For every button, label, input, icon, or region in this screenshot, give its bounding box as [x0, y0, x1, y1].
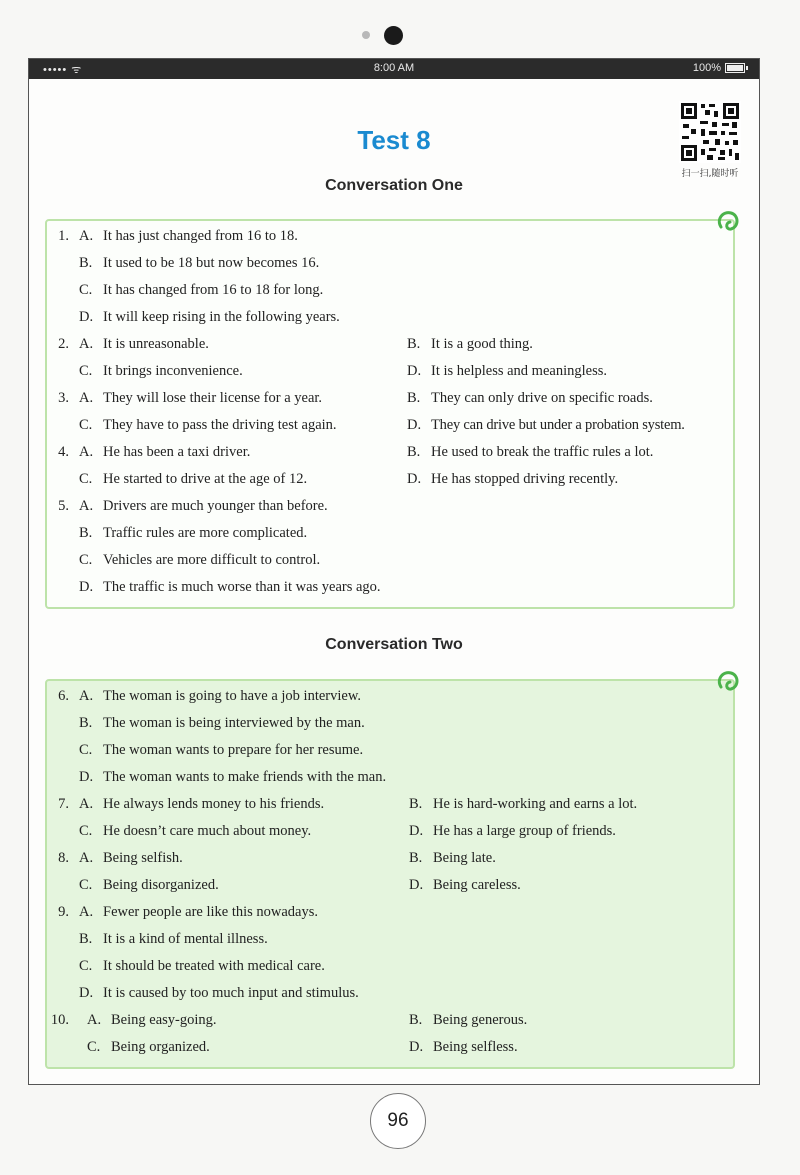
question-number: 7. — [58, 796, 69, 812]
question-9-option-c[interactable] — [47, 953, 733, 980]
option-label: C. — [79, 282, 93, 298]
option-label: A. — [79, 498, 94, 514]
option-a-label: A. — [79, 390, 94, 406]
sensor-dot — [362, 31, 370, 39]
question-6-option-a[interactable] — [47, 683, 733, 710]
option-c-text[interactable]: Being disorganized. — [103, 877, 219, 893]
question-number: 10. — [50, 1012, 69, 1028]
question-4-row-2 — [47, 466, 733, 493]
option-d-label: D. — [409, 1039, 424, 1055]
option-label: B. — [79, 715, 93, 731]
option-text: It should be treated with medical care. — [103, 958, 325, 974]
option-text: The woman is going to have a job interview. — [103, 688, 361, 704]
option-a-text[interactable]: Being selfish. — [103, 850, 183, 866]
option-c-label: C. — [87, 1039, 101, 1055]
option-text: It used to be 18 but now becomes 16. — [103, 255, 320, 271]
option-d-text[interactable]: He has stopped driving recently. — [431, 471, 619, 487]
question-6-option-c[interactable] — [47, 737, 733, 764]
battery-indicator — [693, 62, 745, 74]
option-d-text[interactable]: Being careless. — [433, 877, 521, 893]
question-3-row-1 — [47, 385, 733, 412]
battery-percent: 100% — [692, 62, 721, 74]
question-2-row-1 — [47, 331, 733, 358]
option-label: D. — [79, 309, 94, 325]
option-text: Fewer people are like this nowadays. — [103, 904, 319, 920]
conversation-two-title: Conversation Two — [325, 636, 463, 653]
option-b-label: B. — [407, 390, 421, 406]
question-number: 1. — [58, 228, 69, 244]
question-1-option-c[interactable] — [47, 277, 733, 304]
option-label: B. — [79, 931, 93, 947]
option-a-label: A. — [79, 444, 94, 460]
option-c-text[interactable]: It brings inconvenience. — [103, 363, 243, 379]
option-b-text[interactable]: It is a good thing. — [431, 336, 533, 352]
question-10-row-2 — [47, 1034, 733, 1061]
option-label: A. — [79, 688, 94, 704]
question-5-option-b[interactable] — [47, 520, 733, 547]
option-a-text[interactable]: They will lose their license for a year. — [103, 390, 323, 406]
option-c-label: C. — [79, 363, 93, 379]
option-c-text[interactable]: They have to pass the driving test again. — [103, 417, 337, 433]
option-text: It will keep rising in the following years. — [103, 309, 340, 325]
option-d-text[interactable]: They can drive but under a probation system. — [431, 417, 685, 433]
question-6-option-b[interactable] — [47, 710, 733, 737]
question-7-row-1 — [47, 791, 733, 818]
option-b-text[interactable]: He used to break the traffic rules a lot. — [431, 444, 654, 460]
option-a-text[interactable]: It is unreasonable. — [103, 336, 209, 352]
battery-icon — [725, 63, 745, 73]
option-b-label: B. — [409, 850, 423, 866]
option-text: The woman wants to make friends with the man. — [103, 769, 387, 785]
option-a-label: A. — [79, 796, 94, 812]
question-8-row-2 — [47, 872, 733, 899]
option-c-label: C. — [79, 877, 93, 893]
option-a-text[interactable]: He always lends money to his friends. — [103, 796, 325, 812]
option-a-text[interactable]: Being easy-going. — [111, 1012, 217, 1028]
qr-code-icon — [679, 101, 741, 163]
question-number: 8. — [58, 850, 69, 866]
question-5-option-d[interactable] — [47, 574, 733, 601]
question-10-row-1 — [47, 1007, 733, 1034]
option-label: C. — [79, 742, 93, 758]
option-b-label: B. — [407, 336, 421, 352]
option-d-label: D. — [407, 417, 422, 433]
page-number: 96 — [387, 1110, 409, 1131]
option-label: C. — [79, 552, 93, 568]
option-a-text[interactable]: He has been a taxi driver. — [103, 444, 251, 460]
question-9-option-d[interactable] — [47, 980, 733, 1007]
option-b-label: B. — [409, 1012, 423, 1028]
option-c-label: C. — [79, 417, 93, 433]
option-label: B. — [79, 255, 93, 271]
signal-indicator: ••••• ᯤ — [43, 64, 83, 76]
page-title: Test 8 — [357, 125, 431, 155]
option-text: It has changed from 16 to 18 for long. — [103, 282, 324, 298]
question-8-row-1 — [47, 845, 733, 872]
option-a-label: A. — [79, 336, 94, 352]
option-b-text[interactable]: He is hard-working and earns a lot. — [433, 796, 638, 812]
option-d-label: D. — [407, 471, 422, 487]
question-number: 3. — [58, 390, 69, 406]
conversation-one-title: Conversation One — [325, 177, 463, 194]
question-6-option-d[interactable] — [47, 764, 733, 791]
option-label: B. — [79, 525, 93, 541]
question-2-row-2 — [47, 358, 733, 385]
option-b-label: B. — [409, 796, 423, 812]
option-c-label: C. — [79, 471, 93, 487]
option-label: C. — [79, 958, 93, 974]
conversation-one-box — [45, 219, 735, 609]
option-text: It is a kind of mental illness. — [103, 931, 268, 947]
option-text: It has just changed from 16 to 18. — [103, 228, 298, 244]
status-bar — [29, 59, 759, 79]
option-text: Vehicles are more difficult to control. — [103, 552, 321, 568]
question-number: 4. — [58, 444, 69, 460]
option-c-text[interactable]: He started to drive at the age of 12. — [103, 471, 308, 487]
question-number: 6. — [58, 688, 69, 704]
tablet-frame — [28, 58, 760, 1085]
question-list — [47, 221, 733, 601]
question-9-option-a[interactable] — [47, 899, 733, 926]
home-button[interactable] — [370, 1093, 426, 1149]
option-label: D. — [79, 579, 94, 595]
question-7-row-2 — [47, 818, 733, 845]
conversation-two-box — [45, 679, 735, 1069]
option-label: A. — [79, 904, 94, 920]
question-3-row-2 — [47, 412, 733, 439]
option-text: Drivers are much younger than before. — [103, 498, 328, 514]
option-text: The traffic is much worse than it was years ago. — [103, 579, 381, 595]
question-list — [47, 681, 733, 1061]
qr-caption: 扫一扫,随时听 — [681, 169, 739, 179]
option-a-label: A. — [87, 1012, 102, 1028]
option-c-text[interactable]: He doesn’t care much about money. — [103, 823, 312, 839]
question-1-option-a[interactable] — [47, 223, 733, 250]
option-a-label: A. — [79, 850, 94, 866]
question-1-option-b[interactable] — [47, 250, 733, 277]
question-4-row-1 — [47, 439, 733, 466]
option-text: It is caused by too much input and stimulus. — [103, 985, 359, 1001]
option-d-text[interactable]: He has a large group of friends. — [433, 823, 616, 839]
option-b-text[interactable]: Being generous. — [433, 1012, 528, 1028]
question-5-option-a[interactable] — [47, 493, 733, 520]
option-d-label: D. — [409, 823, 424, 839]
status-time: 8:00 AM — [373, 62, 415, 74]
option-text: Traffic rules are more complicated. — [103, 525, 308, 541]
option-c-label: C. — [79, 823, 93, 839]
option-c-text[interactable]: Being organized. — [111, 1039, 210, 1055]
question-number: 9. — [58, 904, 69, 920]
option-label: D. — [79, 769, 94, 785]
question-1-option-d[interactable] — [47, 304, 733, 331]
option-d-text[interactable]: Being selfless. — [433, 1039, 518, 1055]
question-9-option-b[interactable] — [47, 926, 733, 953]
question-5-option-c[interactable] — [47, 547, 733, 574]
camera-lens — [384, 26, 403, 45]
option-d-text[interactable]: It is helpless and meaningless. — [431, 363, 607, 379]
option-b-label: B. — [407, 444, 421, 460]
qr-code[interactable] — [675, 101, 745, 179]
option-d-label: D. — [407, 363, 422, 379]
option-text: The woman wants to prepare for her resume. — [103, 742, 364, 758]
option-label: A. — [79, 228, 94, 244]
option-b-text[interactable]: They can only drive on specific roads. — [431, 390, 653, 406]
question-number: 5. — [58, 498, 69, 514]
option-text: The woman is being interviewed by the man. — [103, 715, 365, 731]
option-d-label: D. — [409, 877, 424, 893]
question-number: 2. — [58, 336, 69, 352]
option-label: D. — [79, 985, 94, 1001]
option-b-text[interactable]: Being late. — [433, 850, 496, 866]
